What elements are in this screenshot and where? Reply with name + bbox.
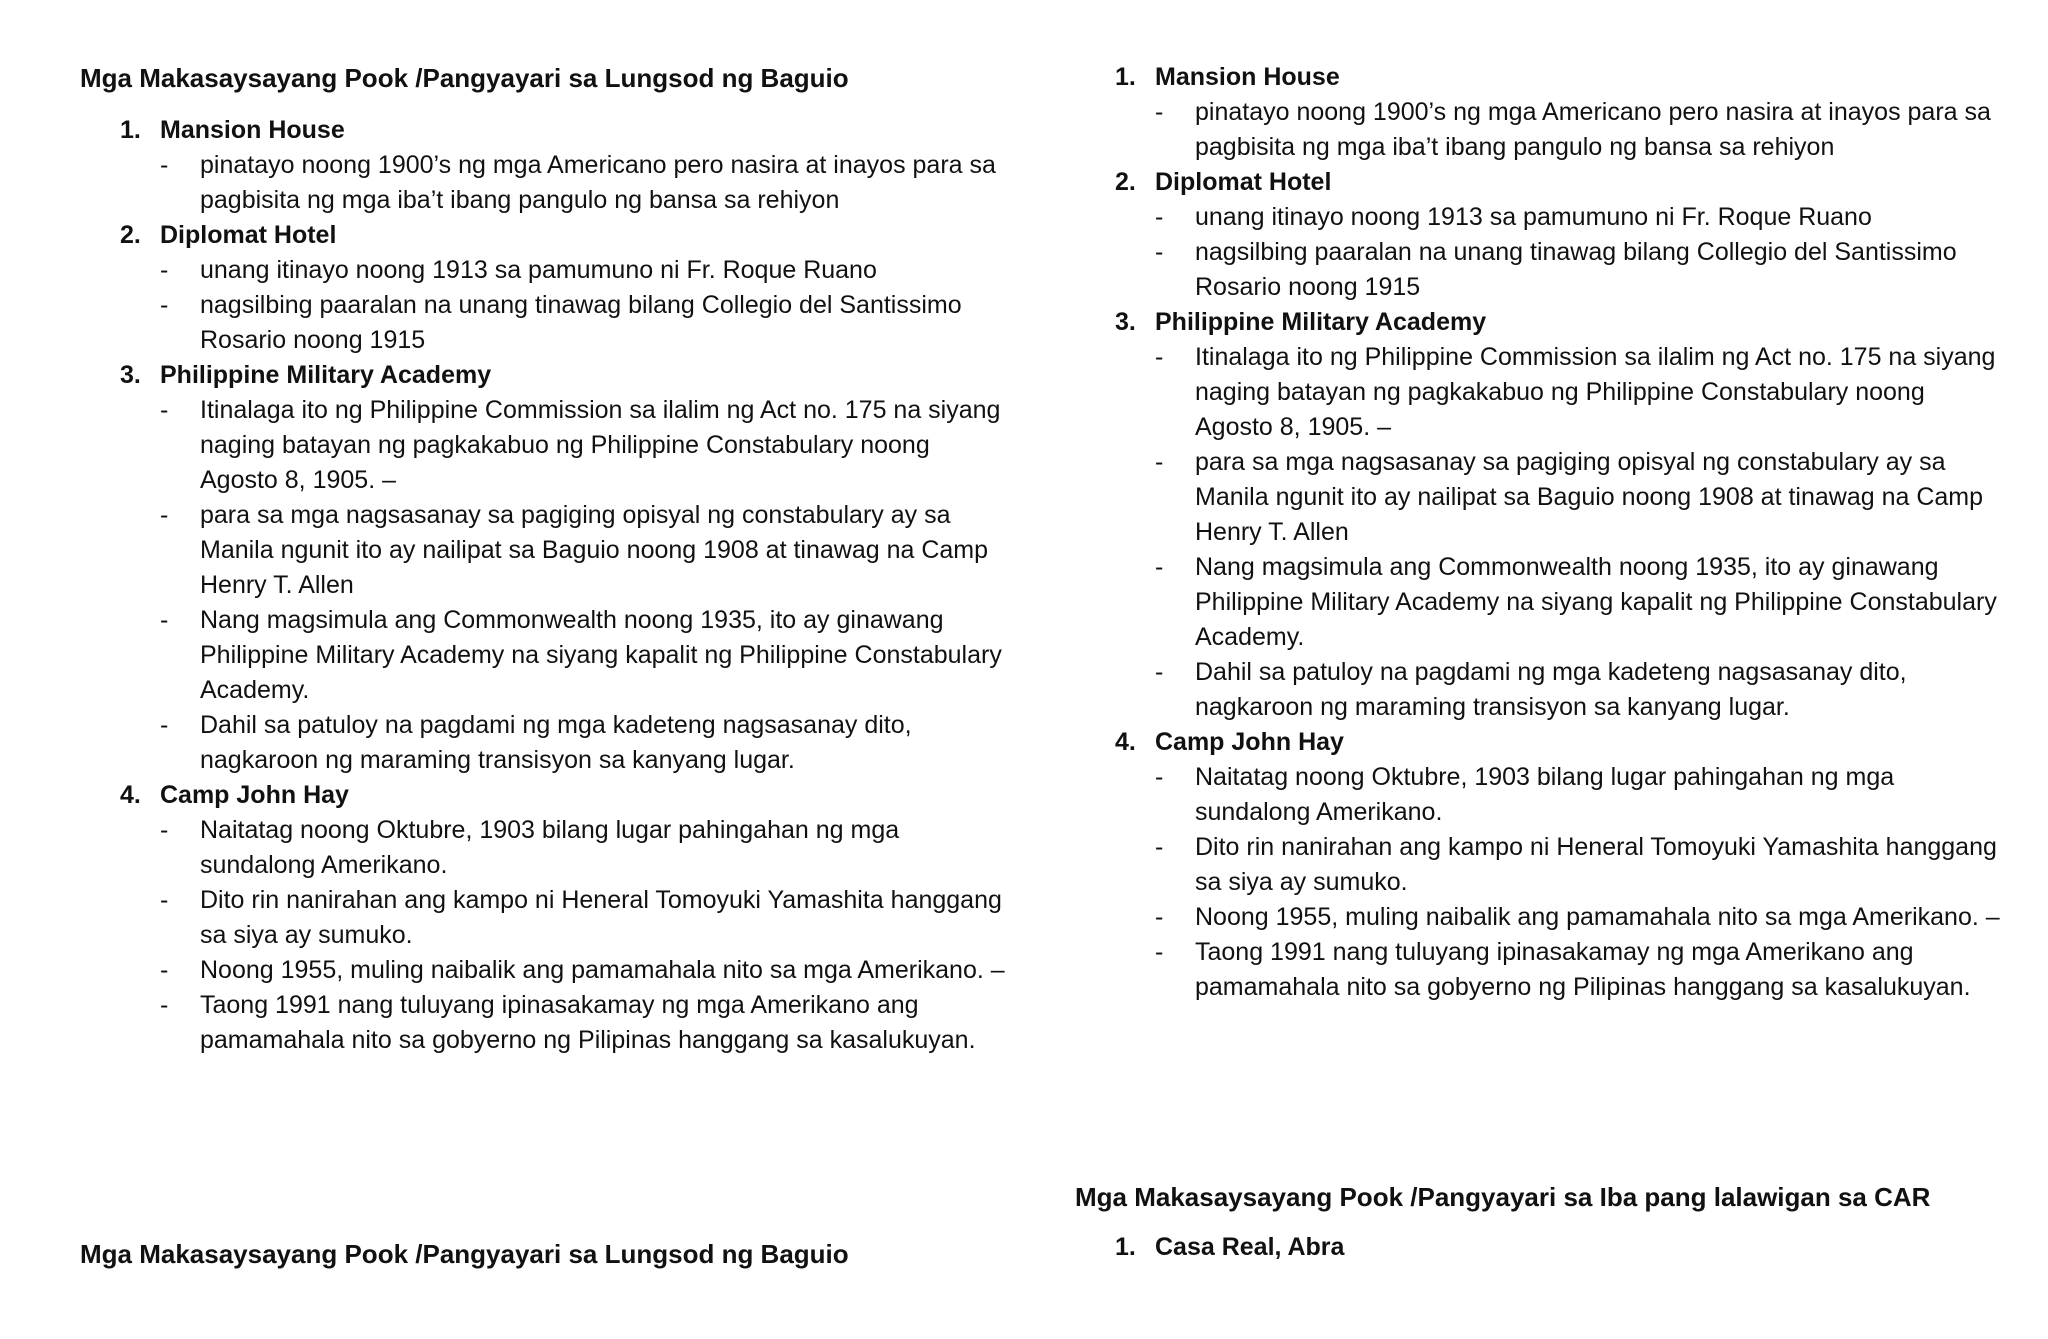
note-item — [1155, 830, 2005, 900]
note-list — [1155, 760, 2005, 1005]
dash-bullet: - — [1155, 763, 1164, 791]
site-name: Mansion House — [160, 116, 345, 144]
dash-bullet: - — [1155, 343, 1164, 371]
site-number: 2. — [120, 221, 141, 249]
note-list — [160, 813, 1010, 1058]
dash-bullet: - — [160, 956, 169, 984]
note-item — [1155, 550, 2005, 655]
note-text: unang itinayo noong 1913 sa pamumuno ni Fr. Roque Ruano — [1195, 203, 1872, 231]
dash-bullet: - — [160, 606, 169, 634]
dash-bullet: - — [160, 501, 169, 529]
note-text: Noong 1955, muling naibalik ang pamamahala nito sa mga Amerikano. – — [1195, 903, 2000, 931]
site-name: Camp John Hay — [160, 781, 349, 809]
note-item — [160, 253, 1010, 288]
site-name: Diplomat Hotel — [160, 221, 337, 249]
site-item — [1075, 725, 2005, 1005]
note-item — [160, 988, 1010, 1058]
site-number: 4. — [120, 781, 141, 809]
site-item — [1075, 305, 2005, 725]
dash-bullet: - — [1155, 833, 1164, 861]
dash-bullet: - — [160, 886, 169, 914]
site-number: 1. — [1115, 1233, 1136, 1261]
note-list — [160, 148, 1010, 218]
site-list — [1075, 60, 2005, 1005]
site-name: Philippine Military Academy — [160, 361, 492, 389]
heading-baguio-repeat: Mga Makasaysayang Pook /Pangyayari sa Lungsod ng Baguio — [80, 1239, 849, 1269]
dash-bullet: - — [1155, 658, 1164, 686]
note-item — [160, 288, 1010, 358]
note-text: para sa mga nagsasanay sa pagiging opisyal ng constabulary ay sa Manila ngunit ito ay nailipat sa Baguio noong 1908 at tinawag na Camp Henry T. Allen — [1195, 448, 1984, 546]
heading-baguio: Mga Makasaysayang Pook /Pangyayari sa Lungsod ng Baguio — [80, 63, 849, 93]
site-name: Philippine Military Academy — [1155, 308, 1487, 336]
note-list — [160, 253, 1010, 358]
note-item — [1155, 900, 2005, 935]
note-text: Itinalaga ito ng Philippine Commission sa ilalim ng Act no. 175 na siyang naging batayan ng pagkakabuo ng Philippine Constabulary noong Agosto 8, 1905. – — [200, 396, 1001, 494]
site-item — [80, 778, 1010, 1058]
dash-bullet: - — [160, 396, 169, 424]
note-item — [160, 953, 1010, 988]
right-column — [1075, 60, 2005, 1005]
note-text: Dito rin nanirahan ang kampo ni Heneral Tomoyuki Yamashita hanggang sa siya ay sumuko. — [200, 886, 1002, 949]
note-item — [1155, 445, 2005, 550]
dash-bullet: - — [160, 256, 169, 284]
note-item — [160, 883, 1010, 953]
note-text: Noong 1955, muling naibalik ang pamamahala nito sa mga Amerikano. – — [200, 956, 1005, 984]
dash-bullet: - — [1155, 903, 1164, 931]
site-item — [1075, 60, 2005, 165]
note-item — [1155, 200, 2005, 235]
site-item — [80, 218, 1010, 358]
dash-bullet: - — [1155, 203, 1164, 231]
site-name: Mansion House — [1155, 63, 1340, 91]
note-text: Dahil sa patuloy na pagdami ng mga kadeteng nagsasanay dito, nagkaroon ng maraming transisyon sa kanyang lugar. — [200, 711, 912, 774]
note-text: Itinalaga ito ng Philippine Commission sa ilalim ng Act no. 175 na siyang naging batayan ng pagkakabuo ng Philippine Constabulary noong Agosto 8, 1905. – — [1195, 343, 1996, 441]
heading-car: Mga Makasaysayang Pook /Pangyayari sa Iba pang lalawigan sa CAR — [1075, 1182, 1931, 1212]
site-item — [1075, 165, 2005, 305]
note-text: Naitatag noong Oktubre, 1903 bilang lugar pahingahan ng mga sundalong Amerikano. — [200, 816, 900, 879]
note-text: para sa mga nagsasanay sa pagiging opisyal ng constabulary ay sa Manila ngunit ito ay nailipat sa Baguio noong 1908 at tinawag na Camp Henry T. Allen — [200, 501, 989, 599]
note-text: Nang magsimula ang Commonwealth noong 1935, ito ay ginawang Philippine Military Academy na siyang kapalit ng Philippine Constabulary Academy. — [1195, 553, 1997, 651]
site-number: 2. — [1115, 168, 1136, 196]
note-item — [160, 498, 1010, 603]
note-item — [160, 708, 1010, 778]
note-item — [1155, 95, 2005, 165]
note-list — [1155, 200, 2005, 305]
dash-bullet: - — [1155, 98, 1164, 126]
site-name: Diplomat Hotel — [1155, 168, 1332, 196]
site-item — [80, 358, 1010, 778]
note-text: pinatayo noong 1900’s ng mga Americano pero nasira at inayos para sa pagbisita ng mga iba’t ibang pangulo ng bansa sa rehiyon — [200, 151, 996, 214]
dash-bullet: - — [1155, 238, 1164, 266]
note-text: Naitatag noong Oktubre, 1903 bilang lugar pahingahan ng mga sundalong Amerikano. — [1195, 763, 1895, 826]
dash-bullet: - — [160, 291, 169, 319]
note-text: nagsilbing paaralan na unang tinawag bilang Collegio del Santissimo Rosario noong 1915 — [200, 291, 962, 354]
note-text: unang itinayo noong 1913 sa pamumuno ni Fr. Roque Ruano — [200, 256, 877, 284]
note-item — [160, 813, 1010, 883]
site-number: 3. — [120, 361, 141, 389]
note-list — [160, 393, 1010, 778]
note-item — [1155, 935, 2005, 1005]
car-site-list — [1075, 1230, 2005, 1265]
note-item — [160, 148, 1010, 218]
site-number: 4. — [1115, 728, 1136, 756]
site-list — [80, 113, 1010, 1058]
note-item — [1155, 655, 2005, 725]
note-text: Taong 1991 nang tuluyang ipinasakamay ng mga Amerikano ang pamamahala nito sa gobyerno ng Pilipinas hanggang sa kasalukuyan. — [200, 991, 976, 1054]
note-text: Nang magsimula ang Commonwealth noong 1935, ito ay ginawang Philippine Military Academy na siyang kapalit ng Philippine Constabulary Academy. — [200, 606, 1002, 704]
note-list — [1155, 95, 2005, 165]
note-item — [1155, 760, 2005, 830]
dash-bullet: - — [160, 991, 169, 1019]
note-text: Dito rin nanirahan ang kampo ni Heneral Tomoyuki Yamashita hanggang sa siya ay sumuko. — [1195, 833, 1997, 896]
site-item — [1075, 1230, 2005, 1265]
site-name: Casa Real, Abra — [1155, 1233, 1345, 1261]
note-text: Dahil sa patuloy na pagdami ng mga kadeteng nagsasanay dito, nagkaroon ng maraming transisyon sa kanyang lugar. — [1195, 658, 1907, 721]
left-column — [80, 61, 1010, 1058]
site-number: 1. — [120, 116, 141, 144]
note-item — [160, 393, 1010, 498]
dash-bullet: - — [160, 711, 169, 739]
site-number: 1. — [1115, 63, 1136, 91]
note-text: nagsilbing paaralan na unang tinawag bilang Collegio del Santissimo Rosario noong 1915 — [1195, 238, 1957, 301]
dash-bullet: - — [160, 816, 169, 844]
note-item — [1155, 235, 2005, 305]
car-section — [1075, 1180, 2005, 1265]
note-item — [1155, 340, 2005, 445]
note-text: Taong 1991 nang tuluyang ipinasakamay ng mga Amerikano ang pamamahala nito sa gobyerno ng Pilipinas hanggang sa kasalukuyan. — [1195, 938, 1971, 1001]
site-number: 3. — [1115, 308, 1136, 336]
note-item — [160, 603, 1010, 708]
site-item — [80, 113, 1010, 218]
dash-bullet: - — [1155, 553, 1164, 581]
site-name: Camp John Hay — [1155, 728, 1344, 756]
dash-bullet: - — [160, 151, 169, 179]
dash-bullet: - — [1155, 448, 1164, 476]
dash-bullet: - — [1155, 938, 1164, 966]
note-list — [1155, 340, 2005, 725]
note-text: pinatayo noong 1900’s ng mga Americano pero nasira at inayos para sa pagbisita ng mga iba’t ibang pangulo ng bansa sa rehiyon — [1195, 98, 1991, 161]
